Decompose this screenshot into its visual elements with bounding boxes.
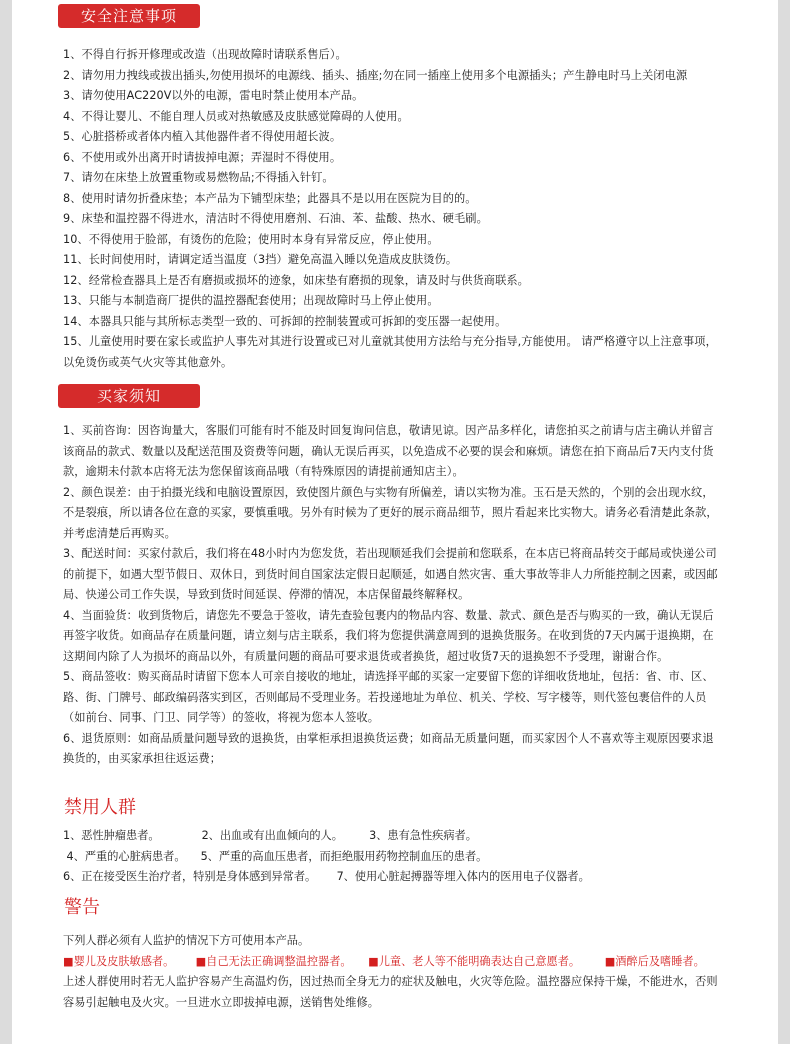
buyer-item: 4、当面验货：收到货物后，请您先不要急于签收，请先查验包裹内的物品内容、数量、款式、颜色是否与购买的一致，确认无误后再签字收货。如商品存在质量问题，请立刻与店主联系，我们将为您提供满意周到的退换货服务。在收到货的7天内属于退换期，在这期间内除了人为损坏的商品以外，有质量问题的商品可要求退货或者换货，超过收货7天的退换恕不予受理，谢谢合作。 [63, 608, 714, 663]
warning-groups [63, 952, 743, 972]
forbidden-section-title: 禁用人群 [64, 797, 136, 818]
square-bullet-icon: ■ [368, 955, 379, 968]
forbidden-item: 5、严重的高血压患者，而拒绝服用药物控制血压的患者。 [200, 850, 488, 863]
forbidden-item: 4、严重的心脏病患者。 [63, 850, 186, 863]
forbidden-row [63, 867, 743, 887]
warning-group: ■酒醉后及嗜睡者。 [604, 955, 705, 968]
forbidden-item: 1、恶性肿瘤患者。 [63, 829, 160, 842]
safety-item: 6、不使用或外出离开时请拔掉电源；弄湿时不得使用。 [63, 150, 342, 164]
buyer-item: 5、商品签收：购买商品时请留下您本人可亲自接收的地址，请选择平邮的买家一定要留下您的详细收货地址，包括：省、市、区、路、街、门牌号、邮政编码落实到区，否则邮局不受理业务。若投递地址为单位、机关、学校、写字楼等，则代签包裹信件的人员（如前台、同事、门卫、同学等）的签收，将视为您本人签收。 [63, 670, 714, 724]
safety-item: 1、不得自行拆开修理或改造（出现故障时请联系售后）。 [63, 48, 347, 61]
safety-item: 14、本器具只能与其所标志类型一致的、可拆卸的控制装置或可拆卸的变压器一起使用。 [63, 314, 507, 328]
buyer-item: 6、退货原则：如商品质量问题导致的退换货，由掌柜承担退换货运费；如商品无质量问题，而买家因个人不喜欢等主观原因要求退换货的，由买家承担往返运费； [63, 731, 714, 765]
warning-group: ■儿童、老人等不能明确表达自己意愿者。 [368, 955, 581, 968]
square-bullet-icon: ■ [195, 955, 207, 968]
safety-item: 10、不得使用于脸部，有烫伤的危险；使用时本身有异常反应，停止使用。 [63, 232, 439, 246]
buyer-section-header: 买家须知 [58, 384, 200, 408]
safety-item: 7、请勿在床垫上放置重物或易燃物品;不得插入针钉。 [63, 171, 334, 184]
safety-item: 9、床垫和温控器不得进水，清洁时不得使用磨剂、石油、苯、盐酸、热水、硬毛刷。 [63, 212, 488, 225]
safety-item: 11、长时间使用时，请调定适当温度（3挡）避免高温入睡以免造成皮肤烫伤。 [63, 253, 458, 266]
safety-item: 2、请勿用力拽线或拔出插头,勿使用损坏的电源线、插头、插座;勿在同一插座上使用多个电源插头；产生静电时马上关闭电源 [63, 68, 688, 82]
forbidden-row [63, 847, 743, 867]
warning-intro: 下列人群必须有人监护的情况下方可使用本产品。 [63, 934, 310, 947]
safety-item: 5、心脏搭桥或者体内植入其他器件者不得使用超长波。 [63, 130, 342, 143]
safety-item: 15、儿童使用时要在家长或监护人事先对其进行设置或已对儿童就其使用方法给与充分指导,方能使用。 请严格遵守以上注意事项，以免烫伤或英气火灾等其他意外。 [63, 335, 717, 369]
forbidden-item: 2、出血或有出血倾向的人。 [201, 829, 343, 842]
warning-group: ■自己无法正确调整温控器者。 [195, 955, 352, 968]
forbidden-item: 3、患有急性疾病者。 [369, 829, 477, 842]
forbidden-row [63, 826, 743, 846]
forbidden-item: 7、使用心脏起搏器等埋入体内的医用电子仪器者。 [336, 870, 590, 883]
warning-section-title: 警告 [64, 897, 100, 918]
safety-item: 8、使用时请勿折叠床垫；本产品为下铺型床垫；此器具不是以用在医院为目的的。 [63, 191, 477, 205]
safety-section-header: 安全注意事项 [58, 4, 200, 28]
buyer-list [63, 421, 718, 770]
safety-item: 3、请勿使用AC220V以外的电源，雷电时禁止使用本产品。 [63, 89, 364, 102]
buyer-item: 3、配送时间：买家付款后，我们将在48小时内为您发货，若出现顺延我们会提前和您联系，在本店已将商品转交于邮局或快递公司的前提下，如遇大型节假日、双休日，到货时间自国家法定假日起顺延，如遇自然灾害、重大事故等非人力所能控制之因素，或因邮局、快递公司工作失误，导致到货时间延误、停滞的情况，本店保留最终解释权。 [63, 547, 718, 601]
buyer-item: 2、颜色误差：由于拍摄光线和电脑设置原因，致使图片颜色与实物有所偏差，请以实物为准。玉石是天然的，个别的会出现水纹，不是裂痕，所以请各位在意的买家，要慎重哦。另外有时候为了更好的展示商品细节，照片看起来比实物大。请务必看清楚此条款，并考虑清楚后再购买。 [63, 485, 718, 540]
forbidden-item: 6、正在接受医生治疗者，特别是身体感到异常者。 [63, 870, 317, 883]
safety-item: 4、不得让婴儿、不能自理人员或对热敏感及皮肤感觉障碍的人使用。 [63, 109, 409, 123]
warning-group: ■婴儿及皮肤敏感者。 [63, 955, 175, 968]
safety-item: 13、只能与本制造商厂提供的温控器配套使用；出现故障时马上停止使用。 [63, 294, 439, 307]
square-bullet-icon: ■ [63, 955, 74, 968]
safety-item: 12、经常检查器具上是否有磨损或损坏的迹象，如床垫有磨损的现象，请及时与供货商联系。 [63, 273, 529, 287]
buyer-item: 1、买前咨询：因咨询量大，客服们可能有时不能及时回复询问信息，敬请见谅。因产品多样化，请您拍买之前请与店主确认并留言该商品的款式、数量以及配送范围及资费等问题，确认无误后再买，以免造成不必要的误会和麻烦。请您在拍下商品后7天内支付货款，逾期未付款本店将无法为您保留该商品哦（有特殊原因的请提前通知店主）。 [63, 424, 714, 478]
safety-list [63, 45, 718, 373]
square-bullet-icon: ■ [604, 955, 616, 968]
document-page [12, 0, 778, 1044]
warning-text: 上述人群使用时若无人监护容易产生高温灼伤，因过热而全身无力的症状及触电，火灾等危险。温控器应保持干燥，不能进水，否则容易引起触电及火灾。一旦进水立即拔掉电源，送销售处维修。 [63, 975, 718, 1009]
